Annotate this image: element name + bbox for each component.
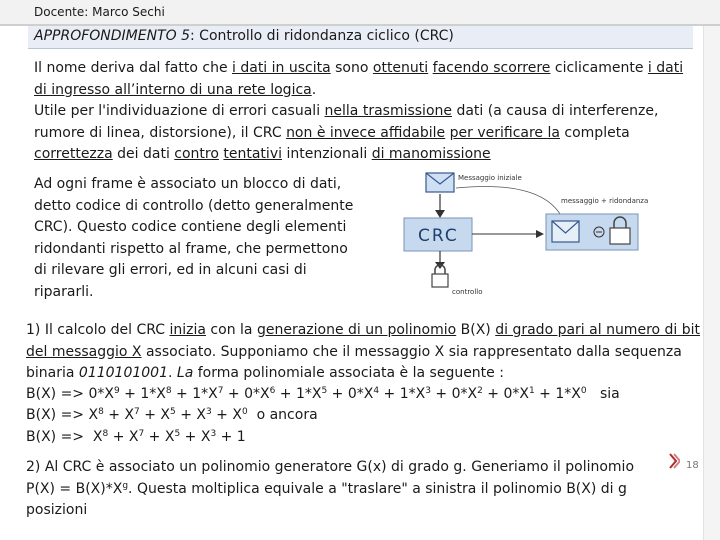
slide-number: 18 [686,460,699,471]
formula-line-2 [26,405,318,427]
formula-2-tail: o ancora [247,407,318,423]
binary-sequence: 0110101001 [78,365,168,381]
label-message-redundancy: messaggio + ridondanza [561,197,648,205]
intro-text: sono [330,60,373,76]
usage-underlined: non è invece affidabile [286,124,446,141]
usage-text: dati (a causa di interferenze, rumore di linea, distorsione), il CRC [34,103,659,141]
step1-paragraph [26,320,702,385]
usage-underlined: di manomissione [371,146,491,162]
title-prefix: APPROFONDIMENTO 5 [34,28,190,44]
step2-text: . Generiamo il polinomio [462,459,635,475]
step2-text: G(x) [356,459,387,475]
intro-underlined: ottenuti [372,60,429,76]
bx-label: B(X) [26,407,57,423]
usage-underlined: per verificare la [449,124,560,141]
step2-text: posizioni [26,502,88,518]
usage-text: intenzionali [282,146,372,162]
title-rest: : Controllo di ridondanza ciclico (CRC) [190,28,454,44]
slide-title [34,28,454,44]
formula-line-3 [26,427,246,449]
intro-underlined: facendo scorrere [432,60,551,76]
label-initial-message: Messaggio iniziale [458,174,522,182]
step2-text: 2) Al CRC è associato un polinomio generatore [26,459,357,475]
step1-text: sia rappresentato dalla sequenza binaria [26,343,682,381]
step2-text: B(X) [566,480,597,497]
step2-text: di [596,480,619,497]
formula-2: => $X^8 + X^7 + X^5 + X^3 + X^0$ [56,407,248,423]
step2-formula: $B(X)*X^g$ [75,480,129,497]
step2-text: . Questa moltiplica equivale a "traslare" a sinistra il polinomio [128,480,567,497]
step2-text: P(X) [26,480,55,497]
intro-underlined: i dati di ingresso all’interno di una rete logica [34,60,684,98]
envelope-icon [552,221,579,242]
bx-label: B(X) [26,429,57,445]
step2-paragraph [26,457,662,522]
slide-edge [703,26,720,540]
step1-text: con la [205,322,257,338]
step1-text: forma polinomiale associata è la seguente : [193,365,504,381]
step1-italic: La [176,365,194,381]
formula-3: => $X^8 + X^7 + X^5 + X^3 + 1$ [56,429,246,445]
connector-line [456,186,560,214]
step2-text: = [54,480,76,497]
step1-text: . [167,365,177,381]
intro-text: . [311,81,317,98]
usage-underlined: contro [174,146,219,162]
step1-underlined: inizia [169,322,206,338]
step1-text: B(X) [456,322,496,338]
step2-text: g [618,480,627,497]
step1-text: X [434,343,445,360]
usage-underlined: tentativi [223,146,282,162]
teacher-name: Docente: Marco Sechi [34,5,165,19]
envelope-icon [426,173,454,192]
usage-paragraph [34,101,694,166]
arrow-down-icon [435,194,445,218]
formula-line-1 [26,384,620,406]
crc-box-label: CRC [418,226,459,246]
usage-text: dei dati [112,146,175,162]
label-check: controllo [452,288,483,296]
intro-paragraph [34,58,684,101]
usage-text: completa [559,124,630,141]
intro-text: ciclicamente [550,60,648,76]
arrow-right-icon [472,230,544,238]
step2-text: di grado [386,459,454,475]
intro-underlined: i dati in uscita [232,60,331,76]
intro-text: Il nome deriva dal fatto che [34,60,233,76]
usage-text: Utile per l'individuazione di errori casuali [34,103,325,119]
crc-diagram [398,170,648,300]
bx-label: B(X) [26,386,57,402]
chevron-right-icon [668,452,680,470]
step1-underlined: di grado pari al numero di bit del messaggio X [26,322,701,360]
usage-underlined: correttezza [34,146,113,162]
step1-underlined: generazione di un polinomio [256,322,457,338]
step1-text: 1) Il calcolo del CRC [26,322,170,338]
formula-1-tail: sia [586,386,620,402]
step2-text: g [453,459,463,475]
usage-underlined: nella trasmissione [324,103,453,119]
formula-1: => $0*X^9 + 1*X^8 + 1*X^7 + 0*X^6 + 1*X^5 + 0*X^4 + 1*X^3 + 0*X^2 + 0*X^1 + 1*X^0$ [56,386,587,402]
frame-paragraph: Ad ogni frame è associato un blocco di dati, detto codice di controllo (detto generalmente CRC). Questo codice contiene degli elementi ridondanti rispetto al frame, che permettono di rilevare gli errori, ed in alcuni casi di ripararli. [34,176,354,300]
step1-text: associato. Supponiamo che il messaggio [141,343,435,360]
